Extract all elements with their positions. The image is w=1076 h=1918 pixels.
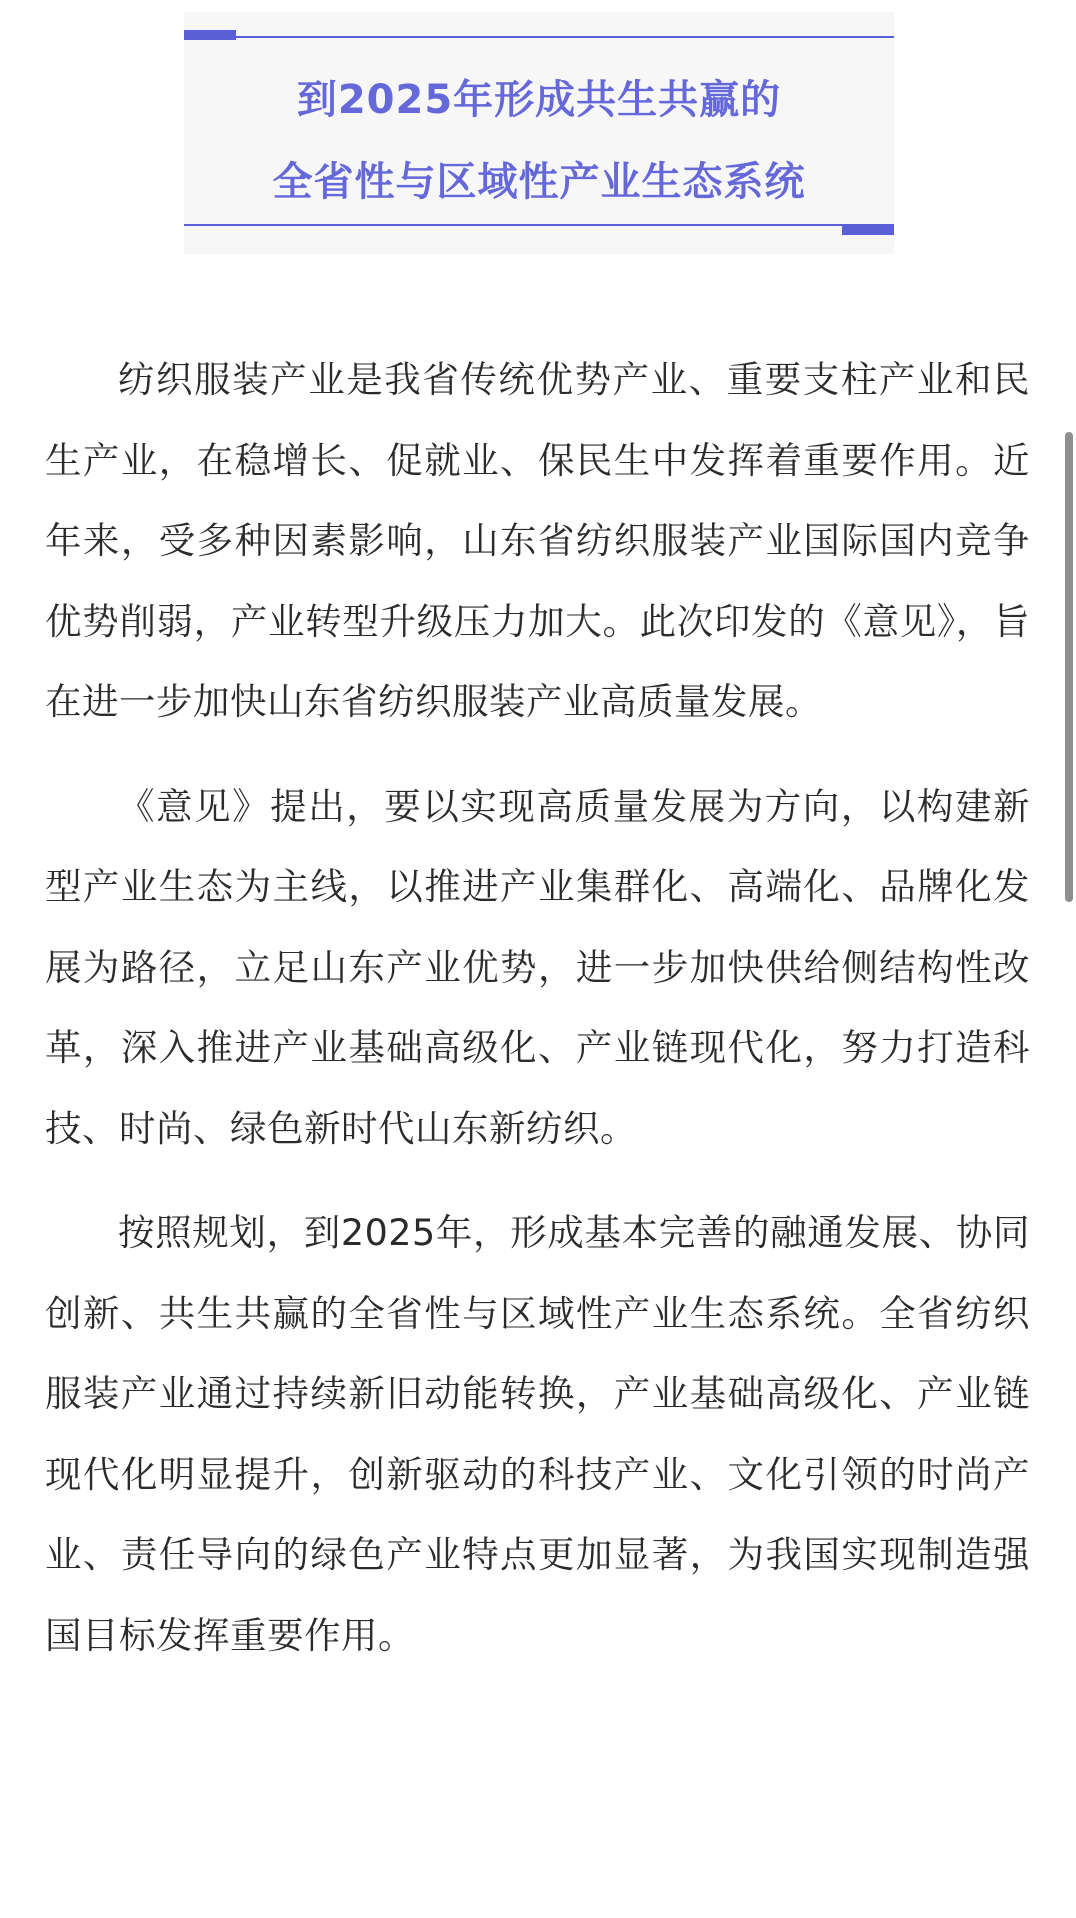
title-top-accent-bar — [184, 30, 236, 40]
article-paragraph-2: 《意见》提出，要以实现高质量发展为方向，以构建新型产业生态为主线，以推进产业集群化、高端化、品牌化发展为路径，立足山东产业优势，进一步加快供给侧结构性改革，深入推进产业基础高级化、产业链现代化，努力打造科技、时尚、绿色新时代山东新纺织。 — [45, 784, 1030, 1150]
title-card — [184, 12, 894, 254]
article-title-line-1: 到2025年形成共生共赢的 — [296, 77, 782, 123]
article-body — [45, 340, 1030, 1700]
scrollbar-thumb[interactable] — [1065, 432, 1073, 902]
title-bottom-accent-bar — [842, 225, 894, 235]
article-title-line-2: 全省性与区域性产业生态系统 — [272, 159, 806, 205]
title-top-rule — [184, 36, 894, 38]
article-paragraph-1: 纺织服装产业是我省传统优势产业、重要支柱产业和民生产业，在稳增长、促就业、保民生中发挥着重要作用。近年来，受多种因素影响，山东省纺织服装产业国际国内竞争优势削弱，产业转型升级压力加大。此次印发的《意见》，旨在进一步加快山东省纺织服装产业高质量发展。 — [45, 358, 1030, 723]
title-bottom-rule — [184, 224, 894, 226]
article-paragraph-3: 按照规划，到2025年，形成基本完善的融通发展、协同创新、共生共赢的全省性与区域性产业生态系统。全省纺织服装产业通过持续新旧动能转换，产业基础高级化、产业链现代化明显提升，创新驱动的科技产业、文化引领的时尚产业、责任导向的绿色产业特点更加显著，为我国实现制造强国目标发挥重要作用。 — [45, 1211, 1030, 1657]
